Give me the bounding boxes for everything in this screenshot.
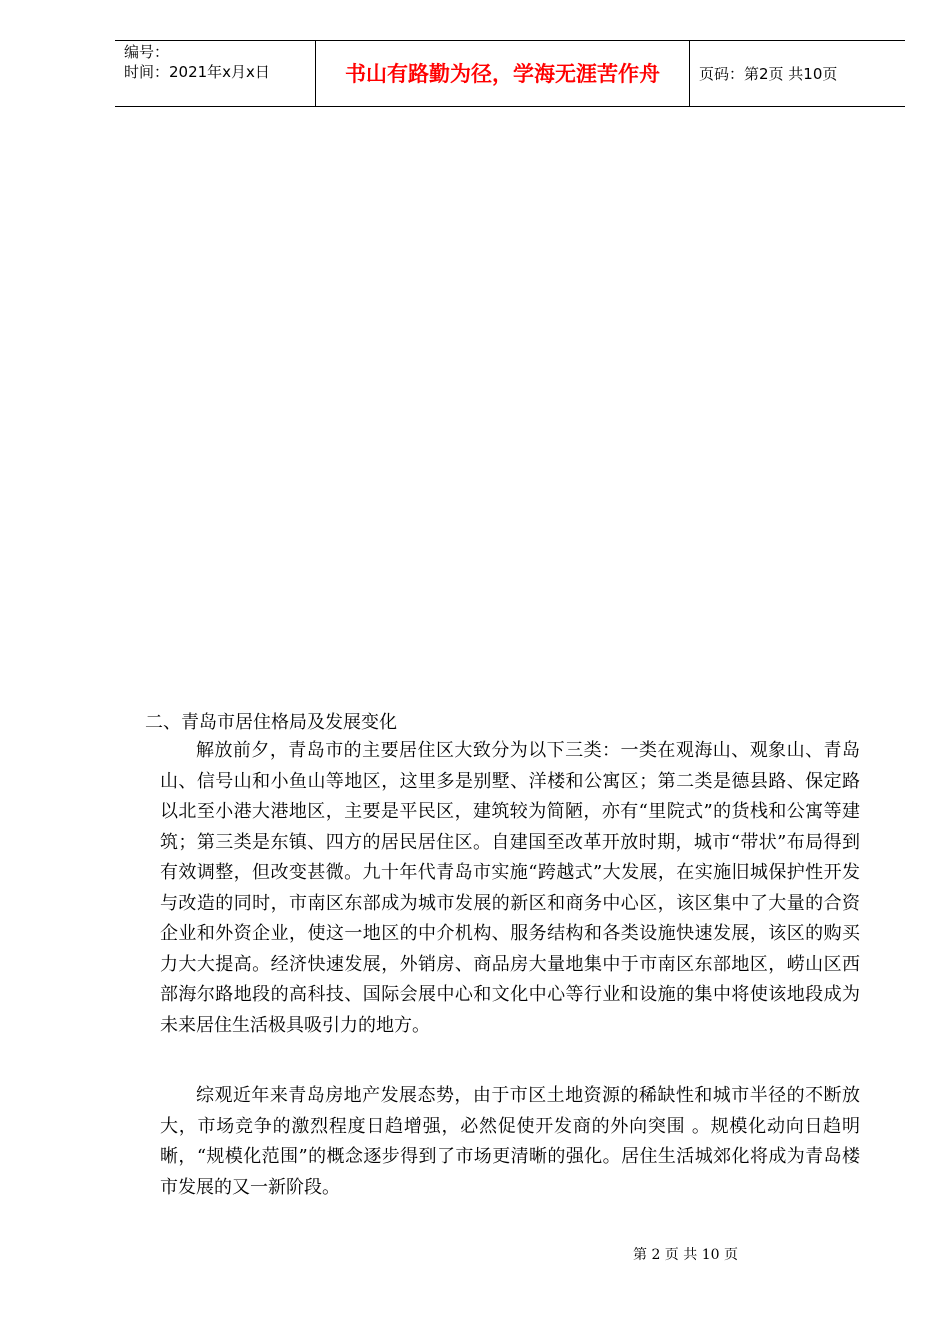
header-motto-cell — [316, 41, 690, 106]
page-header — [115, 40, 905, 107]
date-label: 时间：2021年x月x日 — [124, 63, 270, 81]
header-page-cell — [690, 41, 905, 106]
page-info-label: 页码：第2页 共10页 — [699, 65, 838, 83]
body-paragraph-1: 解放前夕，青岛市的主要居住区大致分为以下三类：一类在观海山、观象山、青岛山、信号山和小鱼山等地区，这里多是别墅、洋楼和公寓区；第二类是德县路、保定路以北至小港大港地区，主要是平民区，建筑较为简陋，亦有“里院式”的货栈和公寓等建筑；第三类是东镇、四方的居民居住区。自建国至改革开放时期，城市“带状”布局得到有效调整，但改变甚微。九十年代青岛市实施“跨越式”大发展，在实施旧城保护性开发与改造的同时，市南区东部成为城市发展的新区和商务中心区，该区集中了大量的合资企业和外资企业，使这一地区的中介机构、服务结构和各类设施快速发展，该区的购买力大大提高。经济快速发展，外销房、商品房大量地集中于市南区东部地区，崂山区西部海尔路地段的高科技、国际会展中心和文化中心等行业和设施的集中将使该地段成为未来居住生活极具吸引力的地方。 — [160, 740, 860, 1036]
serial-number-label: 编号： — [124, 43, 170, 61]
section-heading: 二、青岛市居住格局及发展变化 — [145, 712, 397, 733]
body-paragraph-2: 综观近年来青岛房地产发展态势，由于市区土地资源的稀缺性和城市半径的不断放大，市场竞争的激烈程度日趋增强，必然促使开发商的外向突围 。规模化动向日趋明晰，“规模化范围”的概念逐步得到了市场更清晰的强化。居住生活城郊化将成为青岛楼市发展的又一新阶段。 — [160, 1085, 860, 1198]
motto-text: 书山有路勤为径，学海无涯苦作舟 — [345, 62, 660, 86]
header-meta-cell — [115, 41, 316, 106]
footer-page-number: 第 2 页 共 10 页 — [633, 1247, 738, 1263]
